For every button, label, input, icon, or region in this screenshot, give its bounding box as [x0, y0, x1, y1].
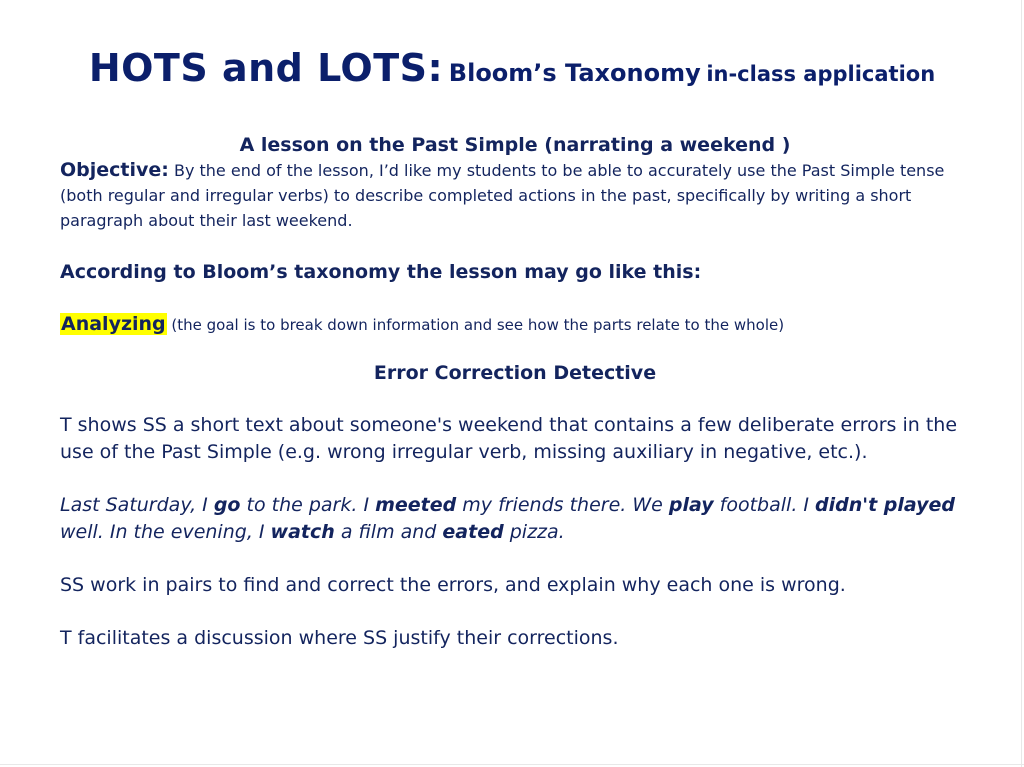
lesson-subtitle: A lesson on the Past Simple (narrating a weekend ): [239, 134, 791, 156]
example-segment: a film and: [334, 521, 443, 543]
example-segment: football. I: [713, 494, 816, 516]
title-taxonomy: Bloom’s Taxonomy: [448, 59, 701, 87]
activity-description: T shows SS a short text about someone's weekend that contains a few deliberate errors in the use of the Past Simple (e.g. wrong irregular verb, missing auxiliary in negative, etc.).: [60, 414, 958, 463]
title-main: HOTS and LOTS:: [88, 46, 444, 90]
objective-label: Objective:: [60, 159, 169, 181]
example-segment: to the park. I: [240, 494, 376, 516]
slide-border-bottom: [0, 764, 1024, 765]
example-segment: pizza.: [503, 521, 565, 543]
slide-content: [60, 132, 970, 652]
error-word: meeted: [375, 494, 457, 516]
error-word: didn't played: [815, 494, 956, 516]
objective-text: By the end of the lesson, I’d like my students to be able to accurately use the Past Simple tense (both regular and irregular verbs) to describe completed actions in the past, specifically by writing a short paragraph about their last weekend.: [60, 161, 945, 230]
title-application: in-class application: [706, 62, 936, 86]
example-text: [60, 492, 970, 546]
slide-title: [0, 46, 1024, 90]
example-segment: Last Saturday, I: [60, 494, 214, 516]
analyzing-highlight: Analyzing: [61, 313, 166, 335]
activity-title: Error Correction Detective: [373, 362, 657, 384]
error-word: play: [668, 494, 714, 516]
analyzing-line: [60, 311, 970, 338]
analyzing-description: (the goal is to break down information and see how the parts relate to the whole): [166, 316, 785, 334]
example-segment: my friends there. We: [456, 494, 669, 516]
according-heading: According to Bloom’s taxonomy the lesson may go like this:: [60, 261, 702, 283]
error-word: watch: [270, 521, 335, 543]
discussion-paragraph: T facilitates a discussion where SS justify their corrections.: [60, 627, 619, 649]
example-segment: well. In the evening, I: [60, 521, 271, 543]
objective-paragraph: [60, 158, 970, 233]
slide-border-right: [1021, 0, 1022, 767]
error-word: go: [213, 494, 241, 516]
pair-work-paragraph: SS work in pairs to find and correct the errors, and explain why each one is wrong.: [60, 574, 846, 596]
error-word: eated: [442, 521, 504, 543]
